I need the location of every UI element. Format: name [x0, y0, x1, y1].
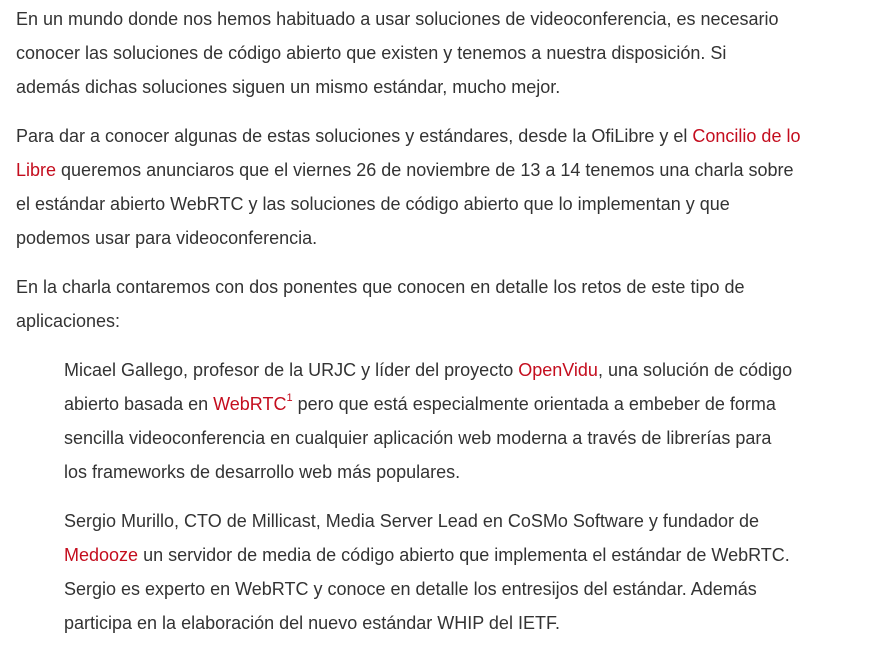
- speaker-micael: [16, 353, 894, 489]
- speaker-text: Micael Gallego, profesor de la URJC y líder del proyecto: [64, 360, 519, 380]
- speakers-intro-line: aplicaciones:: [16, 311, 121, 331]
- speaker-text: abierto basada en: [64, 394, 214, 414]
- speaker-line: [64, 387, 894, 421]
- speaker-line: [64, 353, 894, 387]
- announcement-paragraph: [16, 119, 894, 255]
- intro-paragraph: [16, 2, 894, 104]
- announcement-line: [16, 119, 894, 153]
- speaker-text: pero que está especialmente orientada a embeber de forma: [292, 394, 776, 414]
- speaker-text: un servidor de media de código abierto que implementa el estándar de WebRTC.: [138, 545, 790, 565]
- concilio-link[interactable]: Concilio de lo: [692, 126, 801, 146]
- speaker-sergio: [16, 504, 894, 640]
- speaker-line: Sergio es experto en WebRTC y conoce en detalle los entresijos del estándar. Además: [64, 579, 757, 599]
- speaker-line: los frameworks de desarrollo web más populares.: [64, 462, 461, 482]
- speaker-line: Sergio Murillo, CTO de Millicast, Media Server Lead en CoSMo Software y fundador de: [64, 511, 759, 531]
- intro-line: conocer las soluciones de código abierto que existen y tenemos a nuestra disposición. Si: [16, 43, 727, 63]
- footnote-marker[interactable]: 1: [286, 392, 293, 404]
- openvidu-link[interactable]: OpenVidu: [518, 360, 598, 380]
- article-body: [16, 2, 894, 655]
- intro-line: En un mundo donde nos hemos habituado a usar soluciones de videoconferencia, es necesario: [16, 9, 779, 29]
- concilio-link-continued[interactable]: Libre: [16, 160, 57, 180]
- announcement-text: queremos anunciaros que el viernes 26 de noviembre de 13 a 14 tenemos una charla sobre: [56, 160, 794, 180]
- intro-line: además dichas soluciones siguen un mismo estándar, mucho mejor.: [16, 77, 561, 97]
- announcement-text: Para dar a conocer algunas de estas soluciones y estándares, desde la OfiLibre y el: [16, 126, 693, 146]
- webrtc-link[interactable]: WebRTC: [213, 394, 287, 414]
- speaker-text: , una solución de código: [597, 360, 793, 380]
- speaker-line: [64, 538, 894, 572]
- announcement-line: podemos usar para videoconferencia.: [16, 228, 318, 248]
- speaker-line: participa en la elaboración del nuevo estándar WHIP del IETF.: [64, 613, 560, 633]
- speakers-intro-line: En la charla contaremos con dos ponentes que conocen en detalle los retos de este tipo de: [16, 277, 745, 297]
- medooze-link[interactable]: Medooze: [64, 545, 139, 565]
- speakers-intro-paragraph: [16, 270, 894, 338]
- announcement-line: [16, 153, 894, 187]
- speaker-line: sencilla videoconferencia en cualquier aplicación web moderna a través de librerías para: [64, 428, 772, 448]
- announcement-line: el estándar abierto WebRTC y las soluciones de código abierto que lo implementan y que: [16, 194, 730, 214]
